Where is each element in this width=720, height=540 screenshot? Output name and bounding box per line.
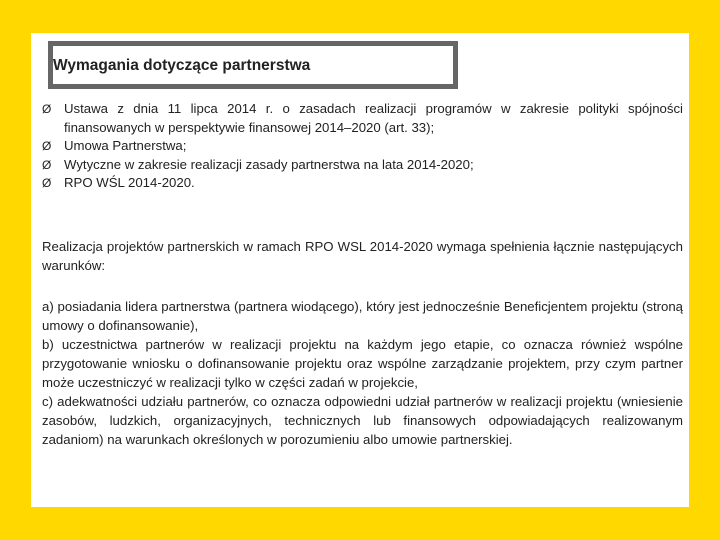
list-item-text: Umowa Partnerstwa; <box>64 138 187 153</box>
arrow-bullet-icon: Ø <box>42 139 52 153</box>
list-item-text: Ustawa z dnia 11 lipca 2014 r. o zasadach realizacji programów w zakresie polityki spójności finansowanych w perspektywie finansowej 2014–2020 (art. 33); <box>64 101 683 135</box>
list-item <box>42 137 683 156</box>
list-item <box>42 174 683 193</box>
list-item <box>42 156 683 175</box>
list-item-text: RPO WŚL 2014-2020. <box>64 175 195 190</box>
list-item <box>42 100 683 137</box>
condition-item: b) uczestnictwa partnerów w realizacji projektu na każdym jego etapie, co oznacza również wspólne przygotowanie wniosku o dofinansowanie projektu oraz wspólne zarządzanie projektem, przy czym partner może uczestniczyć w realizacji tylko w części zadań w projekcie, <box>42 337 683 390</box>
legal-basis-list <box>42 100 683 193</box>
list-item-text: Wytyczne w zakresie realizacji zasady partnerstwa na lata 2014-2020; <box>64 156 474 172</box>
condition-item: a) posiadania lidera partnerstwa (partnera wiodącego), który jest jednocześnie Beneficjentem projektu (stroną umowy o dofinansowanie), <box>42 299 683 333</box>
condition-item: c) adekwatności udziału partnerów, co oznacza odpowiedni udział partnerów w realizacji projektu (wniesienie zasobów, ludzkich, organizacyjnych, technicznych lub finansowych odpowiadających realizowanym zadaniom) na warunkach określonych w porozumieniu albo umowie partnerskiej. <box>42 394 683 447</box>
arrow-bullet-icon: Ø <box>42 102 52 116</box>
conditions-block <box>42 297 683 449</box>
slide <box>31 33 689 507</box>
title-box <box>48 41 458 89</box>
intro-paragraph: Realizacja projektów partnerskich w ramach RPO WSL 2014-2020 wymaga spełnienia łącznie następujących warunków: <box>42 239 683 273</box>
arrow-bullet-icon: Ø <box>42 157 52 172</box>
arrow-bullet-icon: Ø <box>42 176 52 190</box>
slide-title: Wymagania dotyczące partnerstwa <box>53 57 311 74</box>
